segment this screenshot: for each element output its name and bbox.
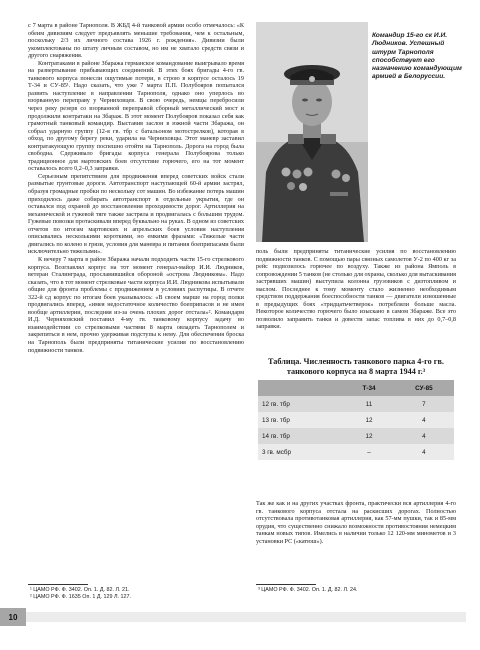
table-row: [258, 412, 454, 428]
paragraph: поль были предприняты титанические усилия по восстановлению подвижности танков. С помощью пары связных самолетов У-2 по 400 кг за рейс подвозилось горючее по воздуху. Также из района Ямполь в сопровождении 5 танков (не столько для охраны, сколько для вытаскивания застрявших машин) выступила колонна грузовиков с дизтопливом и маслом. Последнее к тому моменту стало жизненно необходимым средством поддержания боеспособности танков — двигатели изношенные в предыдущих боях «тридцатьчетверок» потребляли больше масла. Некоторое количество горючего было изыскано в самом Збараже. Все это позволило заправить танки и довести запас топлива в них до 0,7–0,8 заправки.: [256, 248, 456, 331]
su85-cell: 4: [394, 444, 454, 460]
table-header-cell: [258, 380, 344, 396]
footnote: ² ЦАМО РФ. Ф. 1635 Оп. 1 Д. 129 Л. 127.: [30, 594, 132, 600]
paragraph: Контратаками в районе Збаража германское командование выигрывало время на развертывание прибывающих соединений. В этих боях бригады 4-го гв. танкового корпуса понесли ощутимые потери, в строю в корпусе осталось 19 Т-34 и СУ-85¹. Надо сказать, что уже 7 марта П.П. Полубояров попытался развить наступление в направлении Тарнополя, однако оно уперлось во взорванную переправу у Черниховцев. В свою очередь, немцы перебросили через реку резерв со взорванной переправой сборный металлический мост и продолжили контратаки на Збараж. В этот момент Полубояров показал себя как грамотный танковый командир. Выставив заслон в южной части Збаража, он собрал ударную группу (12-я гв. тбр с батальоном мотострелков), которая в обход, по другому берегу реки, ударила на Черниховцы. Этот маневр заставил контратакующую группу поспешно отойти на Тарнополь. Дорога на город была свободна. Сдерживало бригады корпуса генерала Полубоярова только традиционное для мартовских боев отсутствие горючего, его на тот момент оставалось всего 0,2–0,3 заправки.: [28, 59, 244, 173]
page-footer-bar: [26, 612, 466, 622]
table-row: [258, 444, 454, 460]
portrait-illustration: [256, 22, 368, 242]
footnote-divider: [256, 584, 316, 585]
unit-cell: 13 гв. тбр: [258, 412, 344, 428]
t34-cell: 12: [344, 412, 394, 428]
footnote: ¹ ЦАМО РФ. Ф. 3402. Оп. 1. Д. 82. Л. 21.: [30, 587, 130, 593]
unit-cell: 14 гв. тбр: [258, 428, 344, 444]
paragraph: с 7 марта в районе Тарнополя. В ЖБД 4-й танковой армии особо отмечалось: «К обеим дивизиям следует предъявлять меньшие требования, чем к остальным, поскольку 2/3 их личного состава 1926 г. рождения». Дивизии были укомплектованы по штату личным составом, но им не хватало средств связи и другого снаряжения.: [28, 22, 244, 60]
right-bottom-text: [256, 500, 456, 575]
table-header-cell: Т-34: [344, 380, 394, 396]
table-header-cell: СУ-85: [394, 380, 454, 396]
left-text-column: [28, 22, 244, 582]
footnote: ³ ЦАМО РФ. Ф. 3402. Оп. 1. Д. 82. Л. 24.: [258, 587, 358, 593]
table-row: [258, 428, 454, 444]
su85-cell: 7: [394, 396, 454, 412]
t34-cell: –: [344, 444, 394, 460]
paragraph: Серьезным препятствием для продвижения вперед советских войск стали размытые грунтовые дороги. Автотранспорт наступающей 60-й армии застрял, образуя громадные пробки по нескольку сот машин. Во избежание потерь машин приходилось даже собирать автотранспорт в отдельные укрытия, где он оставался под охраной до восстановления проходимости дорог. Артиллерия на механической и гужевой тяге также застряла и продвигалась с большим трудом. Гужевые повозки протаскивали вперед буквально на руках. В одном из советских отчетов по итогам мартовских и апрельских боев условия наступления описывались несколькими короткими, но емкими фразами: «Тяжелые части двигались по колено в грязи, условия для маневра и питания боеприпасами были исключительно тяжелыми».: [28, 172, 244, 256]
table-row: [258, 396, 454, 412]
table-title: Таблица. Численность танкового парка 4-го гв. танкового корпуса на 8 марта 1944 г.³: [268, 357, 444, 376]
right-text-column: [256, 248, 456, 348]
footnote-divider: [28, 584, 88, 585]
page-number: 10: [0, 608, 26, 626]
su85-cell: 4: [394, 428, 454, 444]
table-header-row: [258, 380, 454, 396]
portrait-photo: [256, 22, 368, 242]
t34-cell: 11: [344, 396, 394, 412]
unit-cell: 12 гв. тбр: [258, 396, 344, 412]
unit-cell: 3 гв. мсбр: [258, 444, 344, 460]
t34-cell: 12: [344, 428, 394, 444]
tank-strength-table: [258, 380, 454, 460]
photo-caption: Командир 15-го ск И.И. Людников. Успешный штурм Тарнополя способствует его назначению командующим армией в Белоруссии.: [372, 32, 462, 81]
su85-cell: 4: [394, 412, 454, 428]
paragraph: Так же как и на других участках фронта, практически вся артиллерия 4-го гв. танкового корпуса отстала на раскисших дорогах. Полностью отсутствовала противотанковая артиллерия, как 57-мм пушки, так и 85-мм орудия, что существенно снижало возможности противостояния немецким танкам новых типов. Имелись в наличии только 12 120-мм минометов и 3 установки РС («катюш»).: [256, 500, 456, 545]
paragraph: К вечеру 7 марта в район Збаража начали подходить части 15-го стрелкового корпуса. Возглавлял корпус на тот момент генерал-майор И.И. Людников, ветеран Сталинграда, прославившийся обороной «острова Людникова». Надо сказать, что в тот момент стрелковые части корпуса И.И. Людникова испытывали общие для фронта проблемы с продвижением в условиях распутицы. В отчете 322-й сд корпус по итогам боев указывалось: «В своем марше на город полки продвигались вперед, «имея недостаточное количество боеприпасов и не имея вообще артиллерии, последняя из-за очень плохих дорог отстала»². Командарм И.Д. Черняховский поставил 4-му гв. танковому корпусу задачу во взаимодействии со стрелковыми частями 8 марта овладеть Тарнополем и закрепиться в нем, прочно удерживая подступы к нему. Для обеспечения броска на Тарнополь были предприняты титанические усилия по восстановлению подвижности танков.: [28, 255, 244, 354]
